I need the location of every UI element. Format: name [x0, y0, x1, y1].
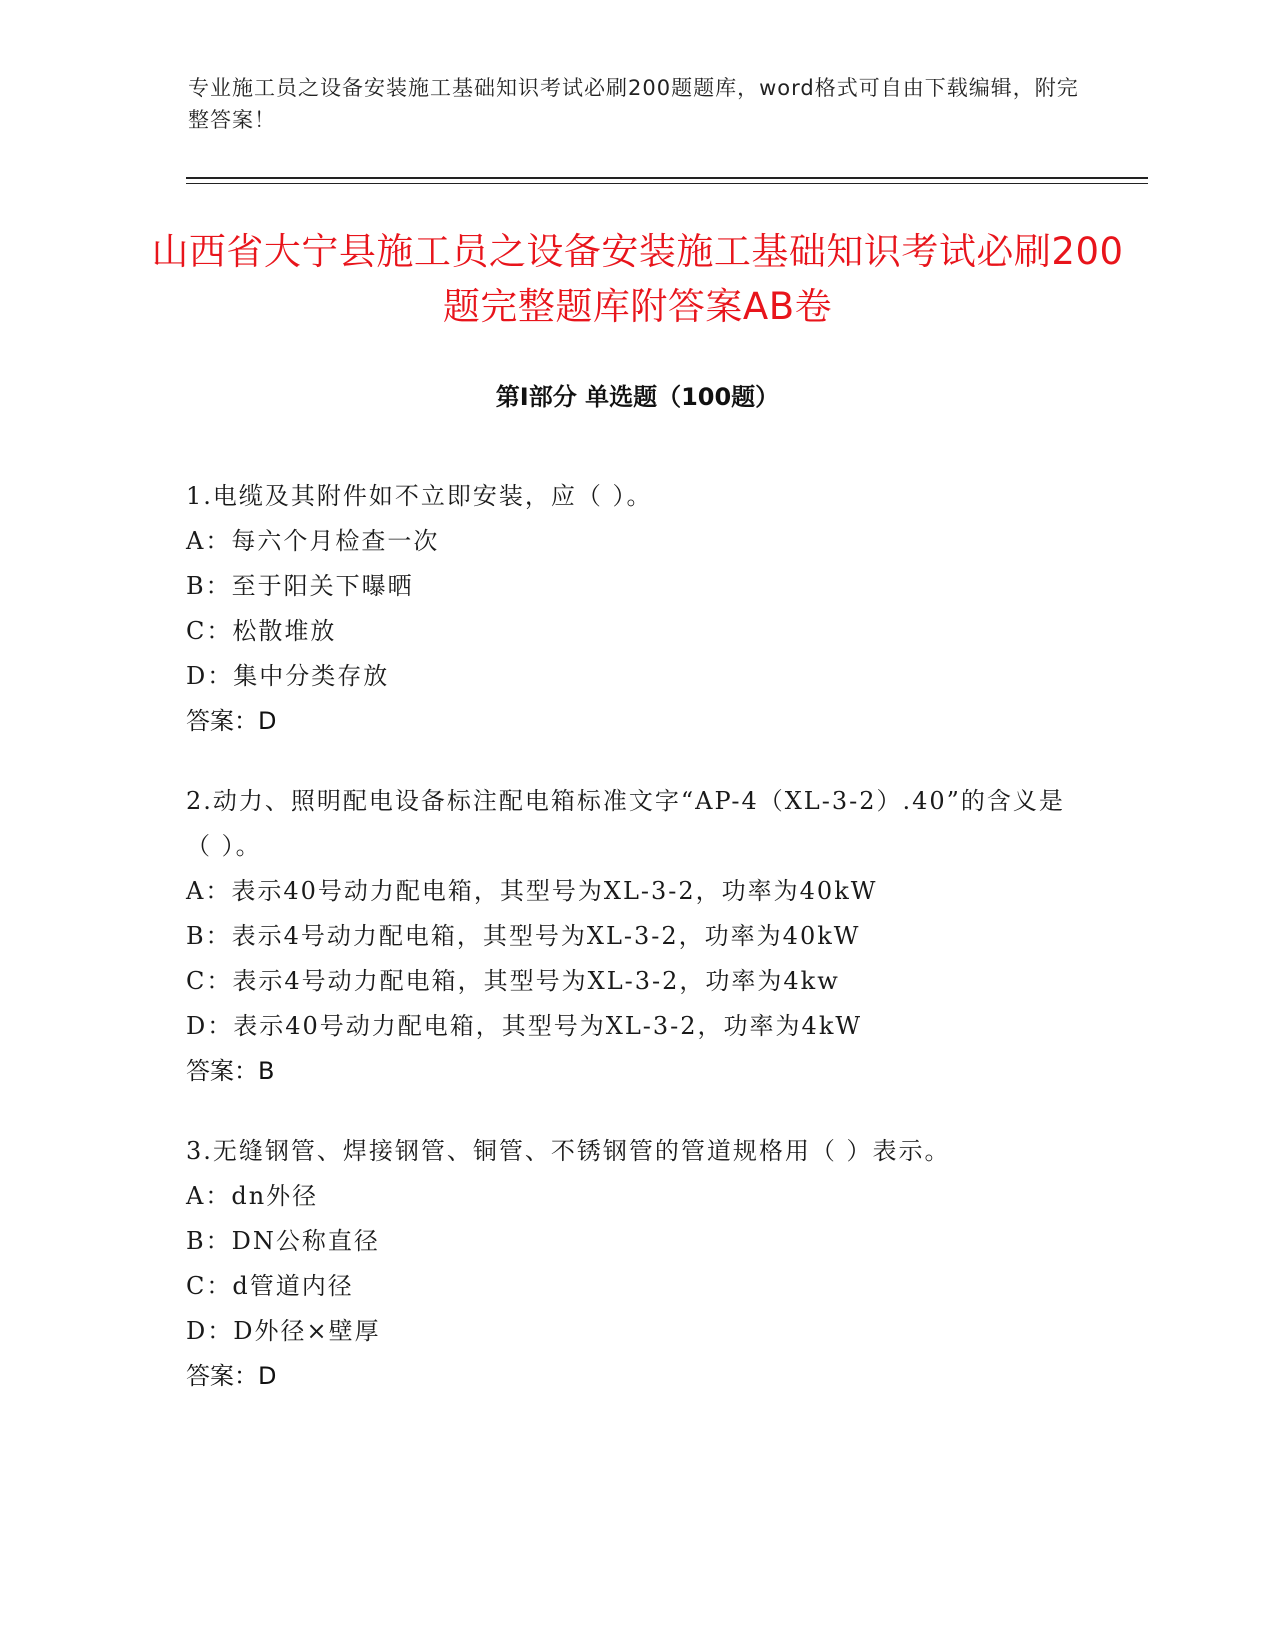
option-c: C：表示4号动力配电箱，其型号为XL-3-2，功率为4kw — [186, 967, 840, 995]
option-b: B：至于阳关下曝晒 — [186, 572, 414, 600]
answer-line: 答案：D — [186, 1362, 277, 1390]
option-a: A：每六个月检查一次 — [186, 527, 440, 555]
answer-line: 答案：D — [186, 707, 277, 735]
section-heading: 第Ⅰ部分 单选题（100题） — [495, 383, 780, 411]
question-3 — [186, 1129, 1086, 1399]
option-a: A：dn外径 — [186, 1182, 319, 1210]
question-stem: 1.电缆及其附件如不立即安装，应（ ）。 — [186, 482, 653, 510]
option-d: D：表示40号动力配电箱，其型号为XL-3-2，功率为4kW — [186, 1012, 863, 1040]
option-c: C：d管道内径 — [186, 1272, 354, 1300]
option-b: B：DN公称直径 — [186, 1227, 380, 1255]
option-d: D：集中分类存放 — [186, 662, 390, 690]
answer-line: 答案：B — [186, 1057, 275, 1085]
question-stem: 2.动力、照明配电设备标注配电箱标准文字“AP-4（XL-3-2）.40”的含义是（ ）。 — [186, 787, 1065, 860]
question-2 — [186, 779, 1086, 1094]
header-note: 专业施工员之设备安装施工基础知识考试必刷200题题库，word格式可自由下载编辑，附完整答案！ — [188, 76, 1079, 132]
option-b: B：表示4号动力配电箱，其型号为XL-3-2，功率为40kW — [186, 922, 861, 950]
header-divider-thin — [186, 183, 1148, 184]
question-1 — [186, 474, 1086, 744]
option-a: A：表示40号动力配电箱，其型号为XL-3-2，功率为40kW — [186, 877, 878, 905]
option-d: D：D外径×壁厚 — [186, 1317, 381, 1345]
question-stem: 3.无缝钢管、焊接钢管、铜管、不锈钢管的管道规格用（ ）表示。 — [186, 1137, 951, 1165]
option-c: C：松散堆放 — [186, 617, 337, 645]
question-list — [186, 474, 1086, 1434]
header-divider-thick — [186, 177, 1148, 179]
document-title: 山西省大宁县施工员之设备安装施工基础知识考试必刷200题完整题库附答案AB卷 — [151, 230, 1124, 328]
